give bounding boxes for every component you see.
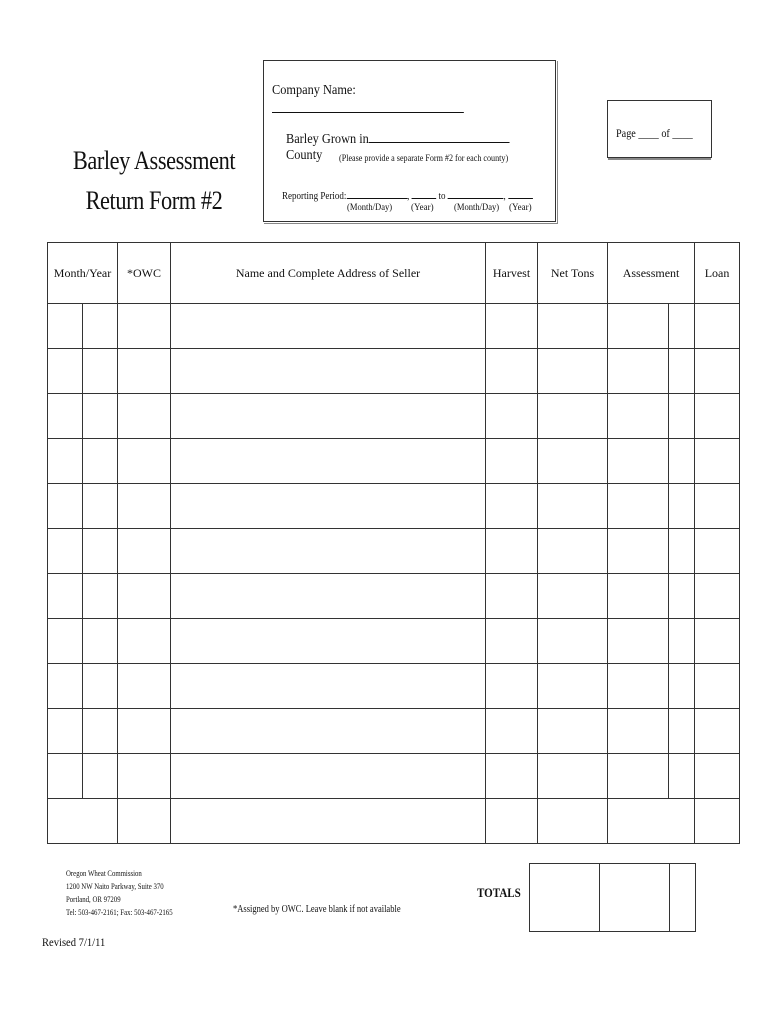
- loan-cell[interactable]: [695, 619, 740, 664]
- comma-separator: ,: [407, 190, 410, 202]
- to-label: to: [438, 190, 446, 202]
- table-row: [48, 619, 740, 664]
- assessment-cents-cell[interactable]: [669, 574, 695, 619]
- table-row: [48, 574, 740, 619]
- company-info-box: [263, 60, 556, 222]
- owc-cell[interactable]: [118, 754, 171, 799]
- name-address-cell[interactable]: [171, 439, 486, 484]
- owc-cell[interactable]: [118, 439, 171, 484]
- form-title-line2: Return Form #2: [85, 186, 223, 215]
- net-tons-cell[interactable]: [538, 304, 608, 349]
- col-net-tons: Net Tons: [538, 243, 608, 304]
- net-tons-cell[interactable]: [538, 709, 608, 754]
- month-cell[interactable]: [48, 664, 83, 709]
- harvest-cell[interactable]: [486, 799, 538, 844]
- month-year-cell[interactable]: [48, 799, 118, 844]
- barley-grown-label: Barley Grown in: [286, 132, 369, 147]
- assessment-cell[interactable]: [608, 394, 669, 439]
- assessment-cents-cell[interactable]: [669, 754, 695, 799]
- net-tons-cell[interactable]: [538, 754, 608, 799]
- table-row: [48, 754, 740, 799]
- harvest-cell[interactable]: [486, 664, 538, 709]
- owc-cell[interactable]: [118, 709, 171, 754]
- period-end-monthday-field[interactable]: [448, 185, 504, 199]
- name-address-cell[interactable]: [171, 484, 486, 529]
- company-name-label: Company Name:: [272, 83, 356, 98]
- assessment-cents-cell[interactable]: [669, 529, 695, 574]
- year-cell[interactable]: [83, 394, 118, 439]
- year-hint-2: (Year): [509, 202, 532, 212]
- owc-cell[interactable]: [118, 394, 171, 439]
- net-tons-cell[interactable]: [538, 574, 608, 619]
- comma-separator: ,: [503, 190, 506, 202]
- month-cell[interactable]: [48, 304, 83, 349]
- assessment-cell[interactable]: [608, 439, 669, 484]
- assessment-cell[interactable]: [608, 529, 669, 574]
- owc-cell[interactable]: [118, 664, 171, 709]
- owc-cell[interactable]: [118, 574, 171, 619]
- assessment-cell[interactable]: [608, 619, 669, 664]
- month-day-hint-1: (Month/Day): [347, 202, 393, 212]
- harvest-cell[interactable]: [486, 484, 538, 529]
- loan-cell[interactable]: [695, 754, 740, 799]
- year-cell[interactable]: [83, 754, 118, 799]
- col-owc: *OWC: [118, 243, 171, 304]
- year-cell[interactable]: [83, 439, 118, 484]
- owc-cell[interactable]: [118, 799, 171, 844]
- net-tons-cell[interactable]: [538, 349, 608, 394]
- assessment-cents-cell[interactable]: [669, 709, 695, 754]
- net-tons-cell[interactable]: [538, 394, 608, 439]
- assessment-cents-cell[interactable]: [669, 349, 695, 394]
- loan-cell[interactable]: [695, 709, 740, 754]
- revised-date: Revised 7/1/11: [42, 935, 106, 949]
- harvest-cell[interactable]: [486, 754, 538, 799]
- name-address-cell[interactable]: [171, 619, 486, 664]
- month-cell[interactable]: [48, 709, 83, 754]
- harvest-cell[interactable]: [486, 304, 538, 349]
- assessment-cell[interactable]: [608, 574, 669, 619]
- owc-footnote: *Assigned by OWC. Leave blank if not available: [233, 904, 401, 915]
- col-assessment: Assessment: [608, 243, 695, 304]
- assessment-cell[interactable]: [608, 349, 669, 394]
- year-cell[interactable]: [83, 529, 118, 574]
- month-cell[interactable]: [48, 394, 83, 439]
- assessment-cents-cell[interactable]: [669, 394, 695, 439]
- col-name-address: Name and Complete Address of Seller: [171, 243, 486, 304]
- month-cell[interactable]: [48, 349, 83, 394]
- net-tons-cell[interactable]: [538, 439, 608, 484]
- assessment-cents-cell[interactable]: [669, 664, 695, 709]
- table-row: [48, 439, 740, 484]
- separate-form-note: (Please provide a separate Form #2 for each county): [339, 153, 509, 163]
- form-title-line1: Barley Assessment: [72, 146, 236, 175]
- col-harvest: Harvest: [486, 243, 538, 304]
- year-cell[interactable]: [83, 574, 118, 619]
- year-cell[interactable]: [83, 664, 118, 709]
- loan-cell[interactable]: [695, 394, 740, 439]
- page-of-label: Page ____ of ____: [616, 126, 693, 140]
- phone-fax: Tel: 503-467-2161; Fax: 503-467-2165: [66, 908, 173, 917]
- loan-cell[interactable]: [695, 574, 740, 619]
- table-header-row: [48, 243, 740, 304]
- page-number-box: [607, 100, 712, 158]
- month-cell[interactable]: [48, 439, 83, 484]
- owc-cell[interactable]: [118, 349, 171, 394]
- month-cell[interactable]: [48, 484, 83, 529]
- year-cell[interactable]: [83, 619, 118, 664]
- net-tons-cell[interactable]: [538, 799, 608, 844]
- seller-table: [47, 242, 740, 844]
- name-address-cell[interactable]: [171, 529, 486, 574]
- loan-cell[interactable]: [695, 304, 740, 349]
- table-row: [48, 664, 740, 709]
- owc-cell[interactable]: [118, 619, 171, 664]
- table-row: [48, 304, 740, 349]
- owc-cell[interactable]: [118, 304, 171, 349]
- table-row: [48, 799, 740, 844]
- assessment-cell[interactable]: [608, 664, 669, 709]
- year-hint-1: (Year): [411, 202, 434, 212]
- month-day-hint-2: (Month/Day): [454, 202, 500, 212]
- net-tons-cell[interactable]: [538, 619, 608, 664]
- assessment-cents-cell[interactable]: [669, 304, 695, 349]
- assessment-cents-cell[interactable]: [669, 619, 695, 664]
- month-cell[interactable]: [48, 529, 83, 574]
- table-row: [48, 529, 740, 574]
- month-cell[interactable]: [48, 574, 83, 619]
- owc-cell[interactable]: [118, 484, 171, 529]
- reporting-period-label: Reporting Period:: [282, 190, 347, 202]
- col-loan: Loan: [695, 243, 740, 304]
- name-address-cell[interactable]: [171, 799, 486, 844]
- assessment-cents-cell[interactable]: [669, 484, 695, 529]
- assessment-cell[interactable]: [608, 754, 669, 799]
- name-address-cell[interactable]: [171, 709, 486, 754]
- assessment-cell[interactable]: [608, 799, 695, 844]
- totals-label: TOTALS: [477, 885, 521, 900]
- harvest-cell[interactable]: [486, 709, 538, 754]
- year-cell[interactable]: [83, 304, 118, 349]
- county-label: County: [286, 148, 323, 163]
- table-row: [48, 394, 740, 439]
- form-title: [70, 145, 239, 217]
- assessment-cell[interactable]: [608, 304, 669, 349]
- loan-cell[interactable]: [695, 439, 740, 484]
- loan-cell[interactable]: [695, 799, 740, 844]
- period-start-monthday-field[interactable]: [346, 185, 407, 199]
- name-address-cell[interactable]: [171, 304, 486, 349]
- assessment-cell[interactable]: [608, 709, 669, 754]
- month-cell[interactable]: [48, 619, 83, 664]
- totals-box: [529, 863, 696, 932]
- period-start-year-field[interactable]: [412, 185, 437, 199]
- year-cell[interactable]: [83, 484, 118, 529]
- org-name: Oregon Wheat Commission: [66, 869, 142, 878]
- col-month-year: Month/Year: [48, 243, 118, 304]
- name-address-cell[interactable]: [171, 394, 486, 439]
- loan-cell[interactable]: [695, 349, 740, 394]
- harvest-cell[interactable]: [486, 439, 538, 484]
- company-name-field[interactable]: [272, 99, 464, 113]
- name-address-cell[interactable]: [171, 754, 486, 799]
- table-row: [48, 349, 740, 394]
- loan-cell[interactable]: [695, 664, 740, 709]
- assessment-cents-cell[interactable]: [669, 439, 695, 484]
- harvest-cell[interactable]: [486, 574, 538, 619]
- name-address-cell[interactable]: [171, 664, 486, 709]
- harvest-cell[interactable]: [486, 529, 538, 574]
- net-tons-cell[interactable]: [538, 529, 608, 574]
- address-line1: 1200 NW Naito Parkway, Suite 370: [66, 882, 164, 891]
- month-cell[interactable]: [48, 754, 83, 799]
- harvest-cell[interactable]: [486, 619, 538, 664]
- commission-address: [66, 867, 173, 919]
- county-field[interactable]: [369, 129, 510, 143]
- loan-cell[interactable]: [695, 529, 740, 574]
- harvest-cell[interactable]: [486, 394, 538, 439]
- table-row: [48, 709, 740, 754]
- name-address-cell[interactable]: [171, 574, 486, 619]
- net-tons-cell[interactable]: [538, 664, 608, 709]
- owc-cell[interactable]: [118, 529, 171, 574]
- loan-cell[interactable]: [695, 484, 740, 529]
- net-tons-cell[interactable]: [538, 484, 608, 529]
- period-end-year-field[interactable]: [508, 185, 533, 199]
- year-cell[interactable]: [83, 349, 118, 394]
- assessment-cell[interactable]: [608, 484, 669, 529]
- harvest-cell[interactable]: [486, 349, 538, 394]
- table-row: [48, 484, 740, 529]
- year-cell[interactable]: [83, 709, 118, 754]
- address-line2: Portland, OR 97209: [66, 895, 121, 904]
- name-address-cell[interactable]: [171, 349, 486, 394]
